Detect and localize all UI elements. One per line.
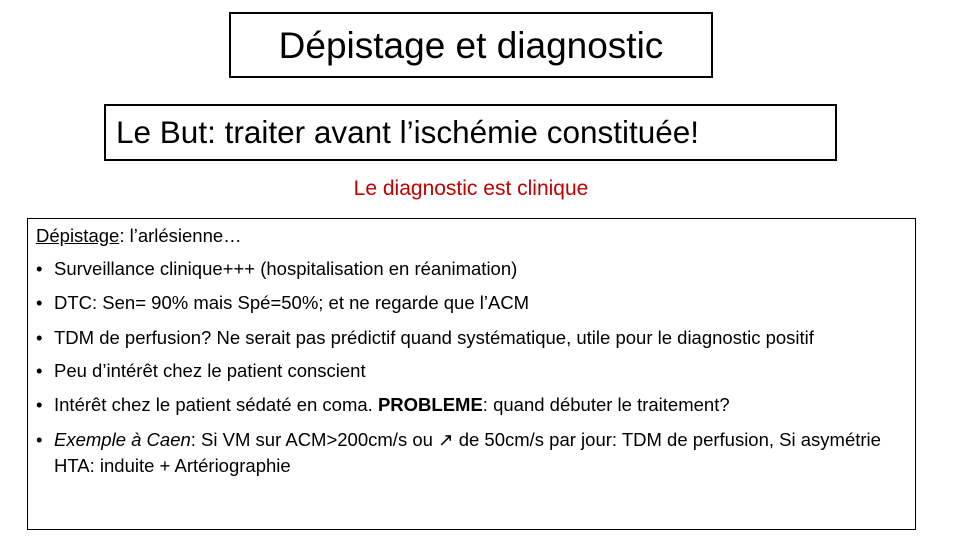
bullet-item-6	[36, 427, 907, 479]
goal-statement: Le But: traiter avant l’ischémie constituée!	[116, 113, 700, 150]
slide-title: Dépistage et diagnostic	[278, 24, 664, 66]
content-box	[27, 218, 916, 530]
title-box	[229, 12, 713, 78]
bullet-5-rest: : quand débuter le traitement?	[482, 394, 730, 415]
bullet-5-emphasis: PROBLEME	[377, 394, 483, 415]
bullet-5-text: Intérêt chez le patient sédaté en coma.	[54, 394, 378, 415]
bullet-list	[36, 257, 907, 479]
heading-term: Dépistage	[36, 225, 120, 246]
subtitle: Le diagnostic est clinique	[353, 177, 589, 200]
bullet-item-3: • TDM de perfusion? Ne serait pas prédictif quand systématique, utile pour le diagnostic positif	[36, 325, 907, 351]
bullet-item-5	[36, 393, 907, 417]
bullet-6-text: : Si VM sur ACM>200cm/s ou ↗ de 50cm/s par jour: TDM de perfusion, Si asymétrie HTA: induite + Artériographie	[54, 429, 881, 476]
bullet-6-italic: Exemple à Caen	[54, 429, 191, 450]
goal-box	[104, 104, 837, 161]
bullet-item-4: • Peu d’intérêt chez le patient conscient	[36, 359, 907, 383]
bullet-item-1: • Surveillance clinique+++ (hospitalisation en réanimation)	[36, 257, 907, 281]
bullet-item-2: • DTC: Sen= 90% mais Spé=50%; et ne regarde que l’ACM	[36, 291, 907, 315]
content-heading	[36, 224, 907, 248]
heading-rest: : l’arlésienne…	[119, 225, 242, 246]
